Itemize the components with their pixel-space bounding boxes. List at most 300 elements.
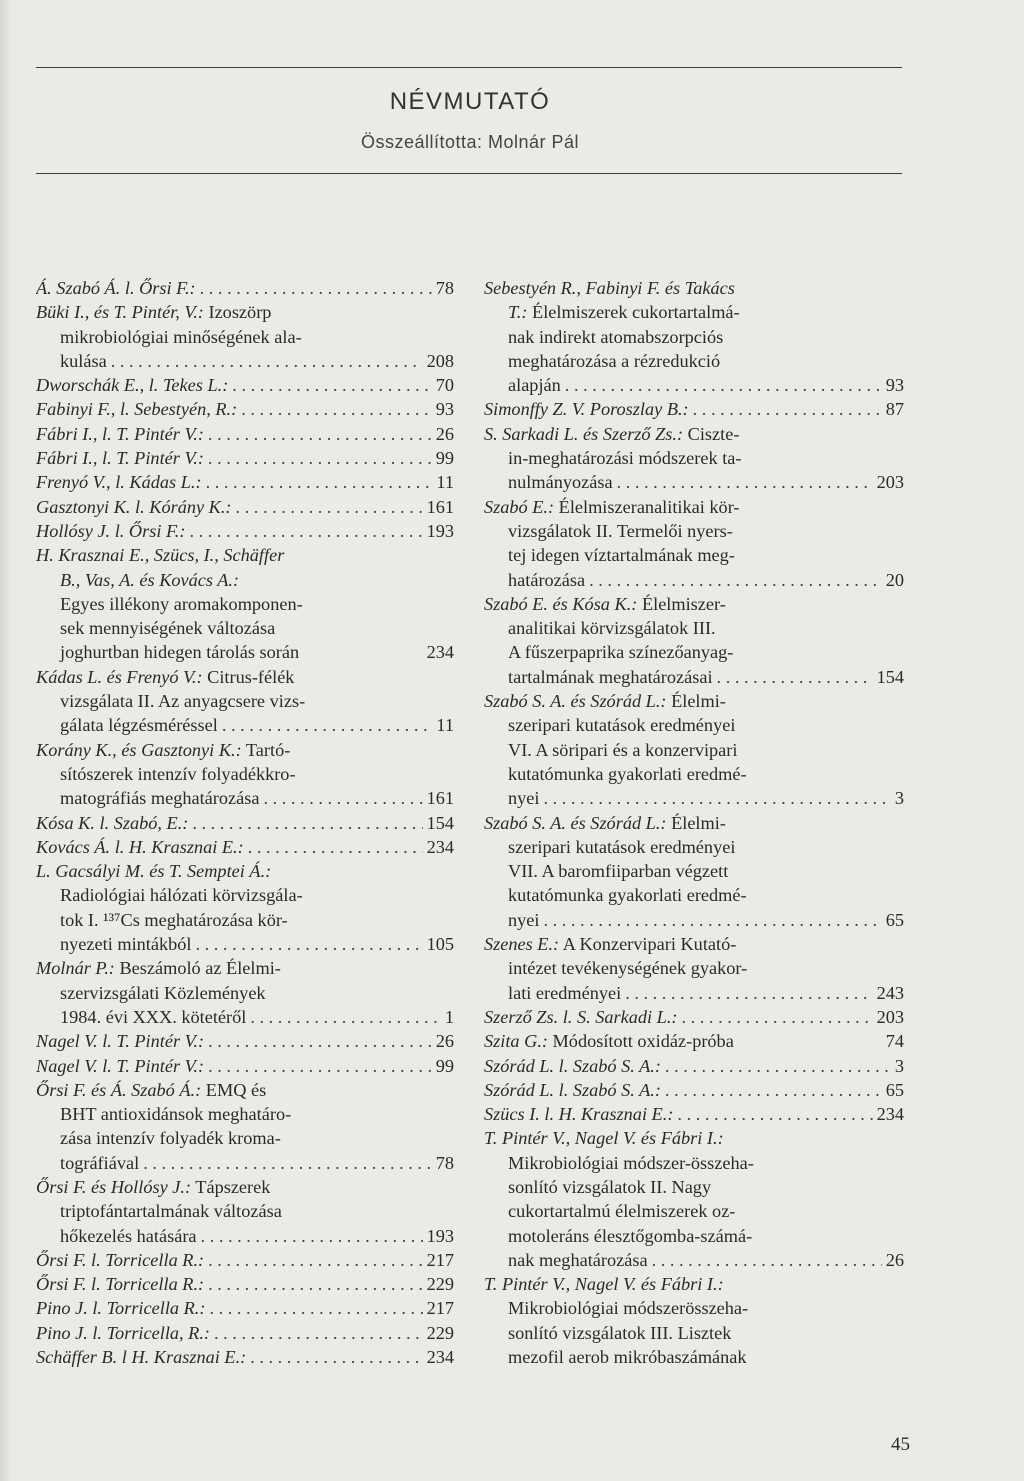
entry-first-line	[36, 1078, 454, 1102]
entry-title-text: A fűszerpaprika színezőanyag-	[508, 642, 734, 663]
entry-continuation-line	[484, 762, 904, 786]
entry-authors: L. Gacsályi M. és T. Semptei Á.:	[36, 861, 272, 882]
entry-first-line	[484, 495, 904, 519]
entry-page-number: 93	[885, 375, 904, 396]
entry-first-line	[484, 1102, 904, 1126]
entry-continuation-line	[484, 300, 904, 324]
index-entry	[36, 422, 454, 446]
entry-continuation-line	[484, 956, 904, 980]
entry-authors: Nagel V. l. T. Pintér V.:	[36, 1031, 205, 1052]
entry-authors: Dworschák E., l. Tekes L.:	[36, 375, 229, 396]
index-entry	[484, 276, 904, 397]
entry-authors: T. Pintér V., Nagel V. és Fábri I.:	[484, 1274, 724, 1295]
entry-first-line	[36, 811, 454, 835]
entry-title-text: sonlító vizsgálatok III. Lisztek	[508, 1322, 732, 1343]
entry-title-text: VII. A baromfiiparban végzett	[508, 861, 729, 882]
entry-first-line	[484, 397, 904, 421]
entry-authors: Fábri I., l. T. Pintér V.:	[36, 423, 204, 444]
leader-dots	[208, 446, 432, 470]
entry-page-number: 99	[435, 448, 454, 469]
leader-dots	[232, 373, 431, 397]
index-entry	[484, 397, 904, 421]
entry-continuation-line	[484, 373, 904, 397]
entry-page-number: 229	[426, 1322, 454, 1343]
entry-page-number: 217	[426, 1249, 454, 1270]
index-entry	[36, 859, 454, 956]
leader-dots	[192, 811, 422, 835]
entry-continuation-line	[484, 713, 904, 737]
entry-continuation-line	[484, 1321, 904, 1345]
entry-title-text: Egyes illékony aromakomponen-	[60, 593, 303, 614]
entry-page-number: 1	[444, 1006, 454, 1027]
index-entry	[36, 1296, 454, 1320]
leader-dots	[543, 786, 890, 810]
entry-title-text: Élelmiszerek cukortartalmá-	[527, 302, 740, 323]
entry-continuation-line	[36, 349, 454, 373]
entry-page-number: 105	[426, 934, 454, 955]
entry-title-text: Citrus-félék	[202, 666, 295, 687]
leader-dots	[682, 1005, 873, 1029]
entry-first-line	[36, 1175, 454, 1199]
index-entry	[484, 1054, 904, 1078]
leader-dots	[214, 1321, 423, 1345]
entry-title-text: nyei	[508, 788, 540, 809]
entry-continuation-line	[484, 1199, 904, 1223]
leader-dots	[206, 470, 433, 494]
entry-first-line	[484, 1029, 904, 1053]
entry-page-number: 65	[885, 909, 904, 930]
entry-continuation-line	[484, 568, 904, 592]
entry-title-text: kutatómunka gyakorlati eredmé-	[508, 763, 747, 784]
leader-dots	[222, 713, 433, 737]
entry-page-number: 78	[435, 1152, 454, 1173]
index-entry	[484, 689, 904, 810]
entry-authors: Szórád L. l. Szabó S. A.:	[484, 1079, 661, 1100]
entry-page-number: 87	[885, 399, 904, 420]
entry-title-text: joghurtban hidegen tárolás során	[60, 642, 300, 663]
entry-continuation-line	[36, 1005, 454, 1029]
leader-dots	[200, 276, 432, 300]
entry-continuation-line	[484, 1151, 904, 1175]
entry-continuation-line	[36, 689, 454, 713]
entry-title-text: Élelmiszeranalitikai kör-	[554, 496, 740, 517]
header-bottom-rule	[36, 173, 902, 174]
entry-page-number: 26	[435, 1031, 454, 1052]
entry-first-line	[36, 1029, 454, 1053]
entry-authors: Szerző Zs. l. S. Sarkadi L.:	[484, 1006, 678, 1027]
leader-dots	[565, 373, 882, 397]
entry-authors: Frenyó V., l. Kádas L.:	[36, 472, 202, 493]
entry-page-number: 78	[435, 278, 454, 298]
entry-page-number: 161	[426, 496, 454, 517]
entry-title-text: mezofil aerob mikróbaszámának	[508, 1347, 747, 1368]
index-entry	[36, 1175, 454, 1248]
index-entry	[36, 1054, 454, 1078]
entry-page-number: 20	[885, 569, 904, 590]
entry-title-text: alapján	[508, 375, 561, 396]
entry-title-text: EMQ és	[201, 1079, 267, 1100]
entry-continuation-line	[36, 908, 454, 932]
entry-continuation-line	[36, 1224, 454, 1248]
entry-page-number: 161	[426, 788, 454, 809]
entry-continuation-line	[484, 543, 904, 567]
entry-title-text: sítószerek intenzív folyadékkro-	[60, 763, 296, 784]
entry-continuation-line	[484, 616, 904, 640]
index-entry	[36, 397, 454, 421]
entry-page-number: 234	[426, 836, 454, 857]
entry-authors: Nagel V. l. T. Pintér V.:	[36, 1055, 205, 1076]
page-number: 45	[891, 1434, 910, 1455]
entry-page-number: 203	[876, 1006, 904, 1027]
entry-continuation-line	[484, 908, 904, 932]
entry-title-text: szeripari kutatások eredményei	[508, 715, 736, 736]
index-entry	[36, 495, 454, 519]
entry-authors: Őrsi F. l. Torricella R.:	[36, 1249, 205, 1270]
leader-dots	[143, 1151, 432, 1175]
index-entry	[36, 1321, 454, 1345]
leader-dots	[652, 1248, 882, 1272]
entry-title-text: tej idegen víztartalmának meg-	[508, 545, 735, 566]
entry-continuation-line	[484, 1345, 904, 1369]
entry-title-text: szervizsgálati Közlemények	[60, 982, 266, 1003]
entry-first-line	[484, 276, 904, 300]
entry-continuation-line	[484, 738, 904, 762]
entry-title-text: Élelmi-	[666, 812, 726, 833]
entry-continuation-line	[484, 981, 904, 1005]
leader-dots	[209, 1296, 422, 1320]
leader-dots	[208, 1029, 432, 1053]
entry-title-text: triptofántartalmának változása	[60, 1201, 282, 1222]
entry-authors: Szórád L. l. Szabó S. A.:	[484, 1055, 661, 1076]
entry-title-text: Tartó-	[241, 739, 291, 760]
entry-continuation-line	[36, 640, 454, 664]
leader-dots	[263, 786, 422, 810]
entry-first-line	[36, 738, 454, 762]
entry-page-number: 234	[426, 642, 454, 663]
entry-page-number: 26	[885, 1249, 904, 1270]
index-entry	[36, 665, 454, 738]
entry-authors: Sebestyén R., Fabinyi F. és Takács	[484, 278, 735, 298]
entry-title-text: lati eredményei	[508, 982, 622, 1003]
index-entry	[484, 495, 904, 592]
entry-title-text: kutatómunka gyakorlati eredmé-	[508, 885, 747, 906]
entry-first-line	[36, 956, 454, 980]
entry-first-line	[36, 1272, 454, 1296]
entry-first-line	[36, 300, 454, 324]
entry-authors: Kósa K. l. Szabó, E.:	[36, 812, 189, 833]
entry-first-line	[36, 665, 454, 689]
entry-title-text: tográfiával	[60, 1152, 140, 1173]
entry-first-line	[36, 470, 454, 494]
entry-page-number: 3	[894, 788, 904, 809]
leader-dots	[665, 1054, 891, 1078]
entry-title-text: 1984. évi XXX. kötetéről	[60, 1006, 247, 1027]
entry-continuation-line	[484, 665, 904, 689]
entry-authors: Kovács Á. l. H. Krasznai E.:	[36, 836, 244, 857]
leader-dots	[208, 1054, 432, 1078]
entry-title-text: hőkezelés hatására	[60, 1225, 197, 1246]
entry-page-number: 74	[885, 1031, 904, 1052]
entry-continuation-line	[36, 981, 454, 1005]
page-title: NÉVMUTATÓ	[389, 88, 551, 115]
leader-dots	[617, 470, 873, 494]
leader-dots	[111, 349, 423, 373]
entry-first-line	[36, 1248, 454, 1272]
entry-page-number: 99	[435, 1055, 454, 1076]
index-entry	[36, 1272, 454, 1296]
entry-title-text: cukortartalmú élelmiszerek oz-	[508, 1201, 736, 1222]
entry-continuation-line	[484, 325, 904, 349]
entry-page-number: 229	[426, 1274, 454, 1295]
entry-first-line	[484, 689, 904, 713]
entry-first-line	[36, 1296, 454, 1320]
index-entry	[36, 956, 454, 1029]
page-subtitle: Összeállította: Molnár Pál	[360, 132, 580, 152]
entry-authors: Szabó S. A. és Szórád L.:	[484, 691, 667, 712]
entry-continuation-line	[484, 859, 904, 883]
index-entry	[484, 811, 904, 932]
index-column-right	[484, 276, 904, 1369]
entry-continuation-line	[36, 592, 454, 616]
entry-continuation-line	[484, 1175, 904, 1199]
entry-first-line	[484, 932, 904, 956]
page-edge	[0, 0, 12, 1481]
index-entry	[484, 1029, 904, 1053]
entry-first-line	[484, 1005, 904, 1029]
entry-authors: S. Sarkadi L. és Szerző Zs.:	[484, 423, 684, 444]
entry-title-text: sonlító vizsgálatok II. Nagy	[508, 1176, 712, 1197]
entry-title-text: Radiológiai hálózati körvizsgála-	[60, 885, 303, 906]
entry-authors: Őrsi F. l. Torricella R.:	[36, 1274, 205, 1295]
entry-first-line	[36, 422, 454, 446]
entry-title-text: nak meghatározása	[508, 1249, 648, 1270]
entry-title-text: tartalmának meghatározásai	[508, 666, 713, 687]
entry-first-line	[484, 1054, 904, 1078]
entry-authors: T. Pintér V., Nagel V. és Fábri I.:	[484, 1128, 724, 1149]
entry-continuation-line	[484, 446, 904, 470]
entry-first-line	[484, 1126, 904, 1150]
entry-continuation-line	[484, 1296, 904, 1320]
entry-first-line	[36, 859, 454, 883]
entry-continuation-line	[36, 762, 454, 786]
entry-title-text: VI. A söripari és a konzervipari	[508, 739, 738, 760]
leader-dots	[717, 665, 873, 689]
leader-dots	[693, 397, 882, 421]
entry-page-number: 11	[436, 472, 454, 493]
entry-first-line	[36, 397, 454, 421]
entry-title-text: Ciszte-	[683, 423, 740, 444]
top-rule	[36, 67, 902, 68]
entry-first-line	[36, 1054, 454, 1078]
entry-first-line	[484, 422, 904, 446]
leader-dots	[589, 568, 882, 592]
entry-page-number: 154	[876, 666, 904, 687]
entry-authors: Büki I., és T. Pintér, V.:	[36, 302, 204, 323]
entry-first-line	[36, 446, 454, 470]
entry-first-line	[36, 495, 454, 519]
index-entry	[36, 1078, 454, 1175]
entry-continuation-line	[484, 349, 904, 373]
index-entry	[36, 738, 454, 811]
index-entry	[36, 519, 454, 543]
index-entry	[36, 1345, 454, 1369]
leader-dots	[189, 519, 422, 543]
entry-first-line	[484, 811, 904, 835]
entry-first-line	[36, 519, 454, 543]
entry-title-text: matográfiás meghatározása	[60, 788, 260, 809]
entry-first-line	[36, 276, 454, 300]
index-column-left	[36, 276, 454, 1369]
entry-first-line	[36, 835, 454, 859]
entry-authors: Őrsi F. és Á. Szabó Á.:	[36, 1079, 202, 1100]
entry-first-line	[36, 543, 454, 567]
entry-continuation-line	[484, 786, 904, 810]
entry-continuation-line	[36, 1151, 454, 1175]
leader-dots	[201, 1224, 423, 1248]
entry-title-text: zása intenzív folyadék kroma-	[60, 1128, 281, 1149]
entry-title-text: meghatározása a rézredukció	[508, 350, 721, 371]
entry-page-number: 193	[426, 520, 454, 541]
entry-continuation-line	[36, 883, 454, 907]
entry-title-text: Tápszerek	[191, 1176, 271, 1197]
entry-title-text: Beszámoló az Élelmi-	[114, 958, 281, 979]
entry-page-number: 203	[876, 472, 904, 493]
entry-title-text: tok I. ¹³⁷Cs meghatározása kör-	[60, 909, 288, 930]
leader-dots	[677, 1102, 872, 1126]
entry-title-text: nak indirekt atomabszorpciós	[508, 326, 724, 347]
entry-continuation-line	[36, 932, 454, 956]
entry-title-text: Mikrobiológiai módszer-összeha-	[508, 1152, 754, 1173]
entry-continuation-line	[484, 519, 904, 543]
leader-dots	[208, 1248, 422, 1272]
entry-authors: Pino J. l. Torricella R.:	[36, 1298, 206, 1319]
leader-dots	[196, 932, 423, 956]
entry-continuation-line	[484, 835, 904, 859]
index-entry	[36, 373, 454, 397]
index-entry	[484, 1126, 904, 1272]
entry-continuation-line	[484, 1224, 904, 1248]
entry-authors: Korány K., és Gasztonyi K.:	[36, 739, 242, 760]
entry-title-text: sek mennyiségének változása	[60, 618, 276, 639]
entry-page-number: 243	[876, 982, 904, 1003]
entry-title-text: A Konzervipari Kutató-	[559, 934, 737, 955]
entry-first-line	[36, 1321, 454, 1345]
index-entry	[36, 276, 454, 300]
entry-title-text: határozása	[508, 569, 586, 590]
entry-first-line	[36, 373, 454, 397]
index-entry	[484, 422, 904, 495]
entry-authors: Fábri I., l. T. Pintér V.:	[36, 448, 204, 469]
index-entry	[484, 932, 904, 1005]
entry-page-number: 234	[426, 1347, 454, 1368]
leader-dots	[208, 1272, 422, 1296]
entry-title-text: Mikrobiológiai módszerösszeha-	[508, 1298, 749, 1319]
entry-title-text: gálata légzésméréssel	[60, 715, 218, 736]
entry-authors: Szenes E.:	[484, 934, 560, 955]
index-entry	[484, 1005, 904, 1029]
entry-page-number: 65	[885, 1079, 904, 1100]
entry-authors: Molnár P.:	[36, 958, 115, 979]
entry-continuation-line	[36, 1126, 454, 1150]
index-entry	[484, 1078, 904, 1102]
entry-continuation-line	[36, 713, 454, 737]
index-entry	[484, 592, 904, 689]
entry-page-number: 193	[426, 1225, 454, 1246]
entry-page-number: 208	[426, 350, 454, 371]
index-entry	[36, 1029, 454, 1053]
index-entry	[36, 470, 454, 494]
entry-authors: Á. Szabó Á. l. Őrsi F.:	[36, 278, 196, 298]
entry-title-text: Módosított oxidáz-próba	[547, 1031, 734, 1052]
entry-title-text: BHT antioxidánsok meghatáro-	[60, 1104, 292, 1125]
entry-continuation-line	[36, 1102, 454, 1126]
leader-dots	[625, 981, 872, 1005]
entry-authors: T.:	[508, 302, 528, 323]
entry-continuation-line	[484, 1248, 904, 1272]
entry-page-number: 70	[435, 375, 454, 396]
entry-continuation-line	[484, 640, 904, 664]
entry-title-text: nyei	[508, 909, 540, 930]
leader-dots	[250, 1345, 422, 1369]
entry-title-text: kulása	[60, 350, 107, 371]
leader-dots	[543, 908, 881, 932]
leader-dots	[665, 1078, 882, 1102]
entry-authors: B., Vas, A. és Kovács A.:	[60, 569, 240, 590]
entry-title-text: nyezeti mintákból	[60, 934, 192, 955]
entry-first-line	[36, 1345, 454, 1369]
entry-authors: Szabó S. A. és Szórád L.:	[484, 812, 667, 833]
entry-title-text: mikrobiológiai minőségének ala-	[60, 326, 302, 347]
entry-title-text: in-meghatározási módszerek ta-	[508, 448, 742, 469]
entry-continuation-line	[484, 883, 904, 907]
entry-title-text: szeripari kutatások eredményei	[508, 836, 736, 857]
leader-dots	[236, 495, 423, 519]
entry-title-text: nulmányozása	[508, 472, 613, 493]
entry-authors: Szücs I. l. H. Krasznai E.:	[484, 1104, 674, 1125]
entry-authors: Gasztonyi K. l. Kórány K.:	[36, 496, 232, 517]
entry-authors: Kádas L. és Frenyó V.:	[36, 666, 203, 687]
entry-first-line	[484, 592, 904, 616]
leader-dots	[208, 422, 432, 446]
entry-continuation-line	[36, 616, 454, 640]
index-entry	[36, 811, 454, 835]
leader-dots	[241, 397, 432, 421]
entry-title-text: Izoszörp	[203, 302, 272, 323]
entry-authors: Őrsi F. és Hollósy J.:	[36, 1176, 192, 1197]
entry-authors: Schäffer B. l H. Krasznai E.:	[36, 1347, 247, 1368]
entry-title-text: vizsgálatok II. Termelői nyers-	[508, 520, 733, 541]
entry-authors: Szabó E.:	[484, 496, 555, 517]
entry-authors: Szabó E. és Kósa K.:	[484, 593, 638, 614]
entry-continuation-line	[36, 325, 454, 349]
entry-page-number: 11	[436, 715, 454, 736]
entry-title-text: Élelmiszer-	[637, 593, 726, 614]
entry-continuation-line	[36, 1199, 454, 1223]
leader-dots	[248, 835, 423, 859]
entry-title-text: Élelmi-	[666, 691, 726, 712]
index-entry	[484, 1102, 904, 1126]
leader-dots	[250, 1005, 441, 1029]
index-entry	[36, 543, 454, 664]
entry-continuation-line	[36, 786, 454, 810]
entry-authors: Simonffy Z. V. Poroszlay B.:	[484, 399, 689, 420]
entry-first-line	[484, 1272, 904, 1296]
entry-authors: H. Krasznai E., Szücs, I., Schäffer	[36, 545, 285, 566]
entry-title-text: vizsgálata II. Az anyagcsere vizs-	[60, 691, 306, 712]
entry-page-number: 3	[894, 1055, 904, 1076]
entry-authors: Hollósy J. l. Őrsi F.:	[36, 520, 186, 541]
entry-authors: Pino J. l. Torricella, R.:	[36, 1322, 211, 1343]
